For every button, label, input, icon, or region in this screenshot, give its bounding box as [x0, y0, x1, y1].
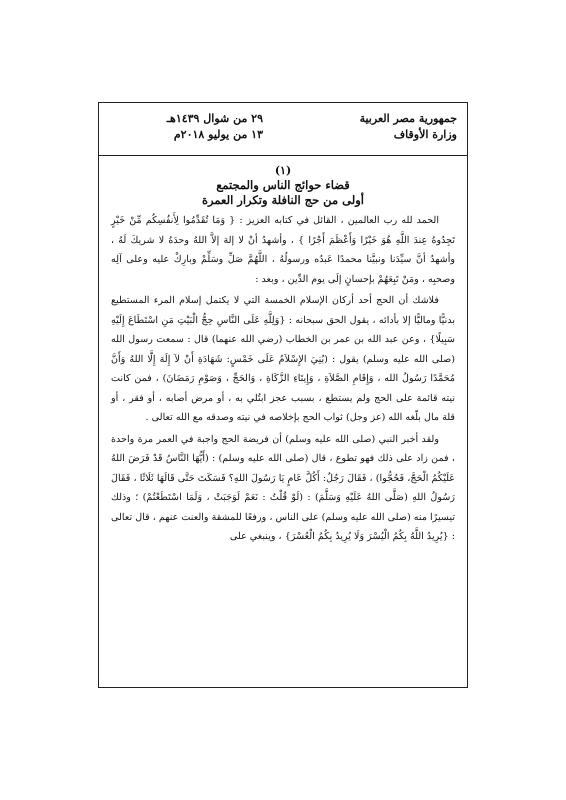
sermon-body [111, 211, 455, 548]
sermon-title-block [99, 163, 467, 208]
document-frame [98, 102, 468, 688]
gregorian-date: ١٣ من يوليو ٢٠١٨م [173, 128, 263, 141]
body-paragraph-3: ولقد أخبر النبي (صلى الله عليه وسلم) أن فريضة الحج واجبة في العمر مرة واحدة ، فمن زاد على ذلك فهو تطوع ، قال (صلى الله عليه وسلم) : (أَيُّهَا النَّاسُ قَدْ فَرَضَ اللهُ عَلَيْكُمُ الْحَجَّ، فَحُجُّوا) ، فَقَالَ رَجُلٌ: أَكُلَّ عَامٍ يَا رَسُولَ اللهِ؟ فَسَكَتَ حَتَّى قَالَهَا ثَلَاثًا ، فَقَالَ رَسُولُ اللهِ (صَلَّى اللهُ عَلَيْهِ وَسَلَّمَ) : (لَوْ قُلْتُ : نَعَمْ لَوَجَبَتْ ، وَلَمَا اسْتَطَعْتُمْ) ؛ وذلك تيسيرًا منه (صلى الله عليه وسلم) على الناس ، ورفعًا للمشقة والعنت عنهم ، قال تعالى : {يُرِيدُ اللَّهُ بِكُمُ الْيُسْرَ وَلَا يُرِيدُ بِكُمُ الْعُسْرَ} ، وينبغي على [111, 433, 455, 542]
country-name: جمهورية مصر العربية [359, 112, 457, 125]
sermon-subtitle: أولى من حج النافلة وتكرار العمرة [202, 193, 364, 207]
section-number: (١) [274, 164, 292, 177]
date-block [113, 111, 263, 143]
body-paragraph-1: الحمد لله رب العالمين ، القائل في كتابه العزيز : { وَمَا تُقَدِّمُوا لِأَنفُسِكُم مِّنْ خَيْرٍ تَجِدُوهُ عِندَ اللَّهِ هُوَ خَيْرًا وَأَعْظَمَ أَجْرًا } ، وأشهدُ أنْ لا إلهَ إلاَّ اللهُ وحدَهُ لا شريكَ لَهُ ، وأشهدُ أنَّ سيِّدَنا ونبيَّنا محمدًا عَبدُه ورسولُهُ ، اللَّهُمَّ صَلِّ وسَلِّمْ وبارِكْ عليه وعلى آلِه وصحبِه ، ومَنْ تَبِعَهُمْ بإحسانٍ إلَى يوم الدِّين ، وبعد : [111, 215, 455, 285]
sermon-title: قضاء حوائج الناس والمجتمع [216, 178, 350, 192]
hijri-date: ٢٩ من شوال ١٤٣٩هـ [166, 112, 263, 125]
body-paragraph-2: فلاشك أن الحج أحد أركان الإسلام الخمسة التي لا يكتمل إسلام المرء المستطيع بدنيًّا وماليًّا إلا بأدائه ، يقول الحق سبحانه : {وَلِلَّهِ عَلَى النَّاسِ حِجُّ الْبَيْتِ مَنِ اسْتَطَاعَ إِلَيْهِ سَبِيلًا} ، وعن عبد الله بن عمر بن الخطاب (رضي الله عنهما) قال : سمعت رسول الله (صلى الله عليه وسلم) يقول : (بُنِيَ الإِسْلاَمُ عَلَى خَمْسٍ: شَهَادَةِ أَنْ لاَ إِلَهَ إِلَّا اللهُ وَأَنَّ مُحَمَّدًا رَسُولُ الله ، وَإِقَامِ الصَّلاَةِ ، وَإِيتَاءِ الزَّكَاةِ ، وَالحَجِّ ، وَصَوْمِ رَمَضَانَ) ، فمن كانت نيته قائمة على الحج ولم يستطع ، بسبب عجز ابتُلي به ، أو مرض أصابه ، أو فقر ، أو قلة مال بلّغه الله (عز وجل) ثواب الحج بإخلاصه في نيته وصدقه مع الله تعالى . [111, 295, 455, 423]
ministry-name: وزارة الأوقاف [393, 128, 457, 141]
document-header [99, 103, 467, 156]
issuer-block [307, 111, 457, 143]
